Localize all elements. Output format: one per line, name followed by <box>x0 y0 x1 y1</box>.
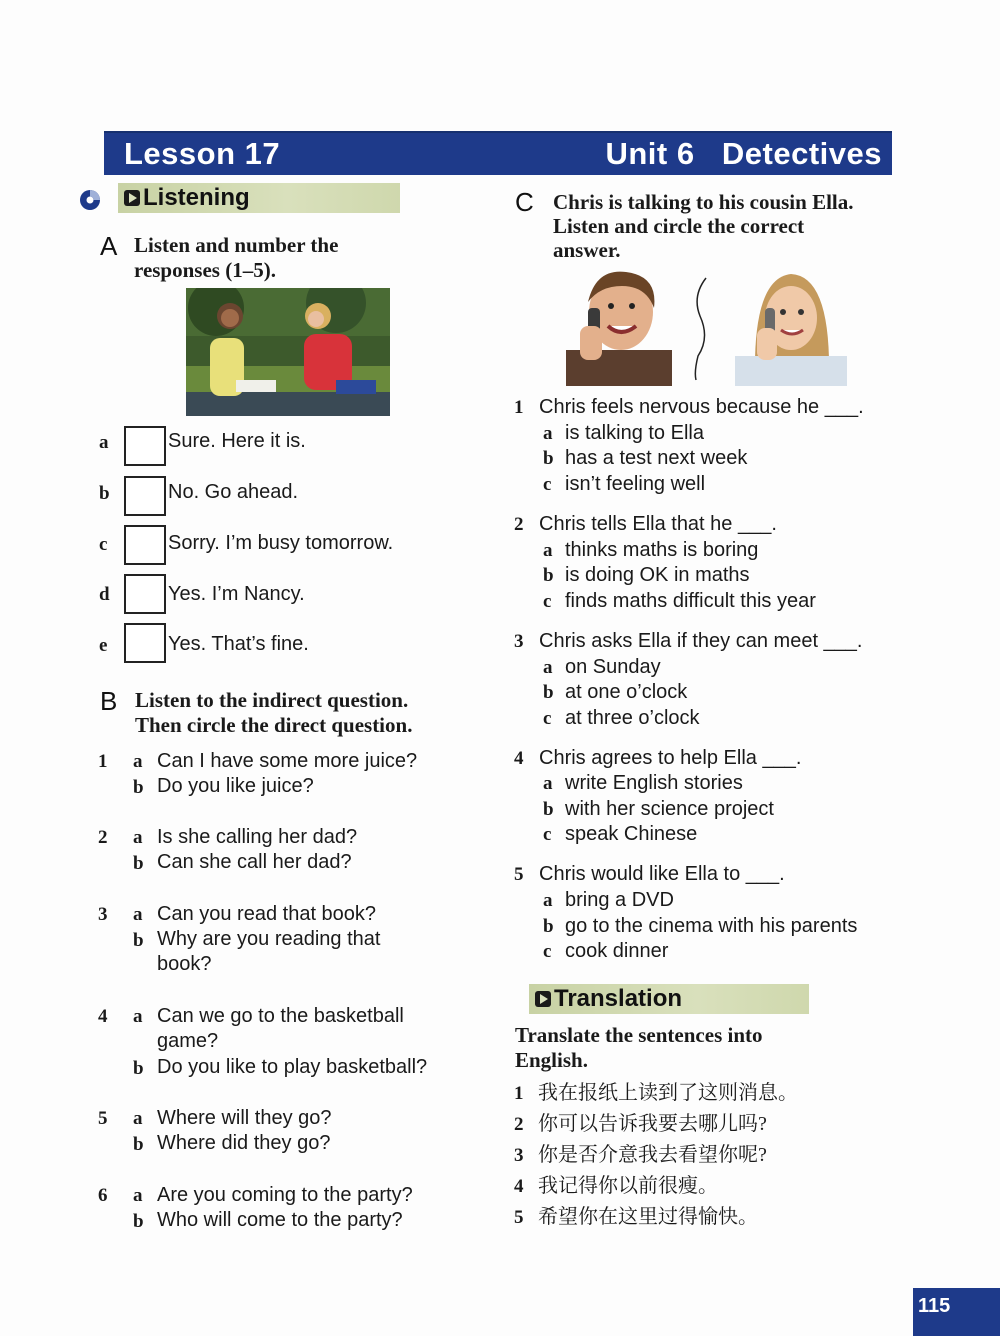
number-box[interactable] <box>124 525 166 565</box>
instruction-line: responses (1–5). <box>134 258 276 282</box>
question-number: 4 <box>514 748 524 769</box>
option-text[interactable]: go to the cinema with his parents <box>565 915 858 937</box>
option-key: a <box>133 1006 143 1027</box>
option-key: b <box>133 853 144 874</box>
question-number: 2 <box>98 827 108 848</box>
question-number: 4 <box>98 1006 108 1027</box>
section-c-letter: C <box>515 187 534 217</box>
option-key: c <box>543 591 552 612</box>
option-text[interactable]: bring a DVD <box>565 889 674 911</box>
section-a-letter: A <box>100 231 118 261</box>
question-number: 2 <box>514 514 524 535</box>
option-key: b <box>133 1134 144 1155</box>
boy-on-phone-photo <box>566 268 672 386</box>
response-text: Sure. Here it is. <box>168 430 306 452</box>
question-number: 1 <box>514 397 524 418</box>
play-icon <box>124 190 140 206</box>
option-text[interactable]: on Sunday <box>565 656 661 678</box>
option-key: a <box>543 890 553 911</box>
option-text[interactable]: write English stories <box>565 772 743 794</box>
option-key: b <box>133 1058 144 1079</box>
option-b-text[interactable]: Why are you reading that <box>157 928 381 950</box>
option-text[interactable]: cook dinner <box>565 940 669 962</box>
sentence-number: 3 <box>514 1145 524 1166</box>
option-a-text[interactable]: Can you read that book? <box>157 903 377 925</box>
instruction-line: English. <box>515 1048 588 1072</box>
number-box[interactable] <box>124 476 166 516</box>
option-key: a <box>543 540 553 561</box>
question-stem: Chris agrees to help Ella ___. <box>539 747 802 769</box>
question-stem: Chris tells Ella that he ___. <box>539 513 777 535</box>
option-text[interactable]: finds maths difficult this year <box>565 590 816 612</box>
option-text[interactable]: at one o’clock <box>565 681 688 703</box>
item-key: e <box>99 635 108 656</box>
option-key: a <box>133 1185 143 1206</box>
option-text[interactable]: thinks maths is boring <box>565 539 759 561</box>
question-stem: Chris would like Ella to ___. <box>539 863 785 885</box>
question-stem: Chris feels nervous because he ___. <box>539 396 864 418</box>
option-key: c <box>543 941 552 962</box>
section-b-letter: B <box>100 686 118 716</box>
question-number: 3 <box>514 631 524 652</box>
girls-talking-photo <box>186 288 390 416</box>
chinese-sentence: 你是否介意我去看望你呢? <box>538 1144 767 1166</box>
option-key: a <box>133 904 143 925</box>
number-box[interactable] <box>124 574 166 614</box>
sentence-number: 5 <box>514 1207 524 1228</box>
listening-label: Listening <box>143 184 250 211</box>
instruction-line: answer. <box>553 238 621 262</box>
audio-cd-icon[interactable] <box>79 189 101 211</box>
option-a-text[interactable]: Can we go to the basketball <box>157 1005 404 1027</box>
option-a-text[interactable]: Can I have some more juice? <box>157 750 418 772</box>
option-key: a <box>133 827 143 848</box>
option-key: b <box>543 799 554 820</box>
question-stem: Chris asks Ella if they can meet ___. <box>539 630 863 652</box>
page-number-tab <box>913 1288 1000 1336</box>
option-text[interactable]: at three o’clock <box>565 707 700 729</box>
option-text[interactable]: isn’t feeling well <box>565 473 706 495</box>
unit-title: Unit 6 Detectives <box>605 136 882 171</box>
option-key: a <box>543 773 553 794</box>
chinese-sentence: 我记得你以前很瘦。 <box>538 1175 718 1197</box>
lesson-banner <box>104 131 892 175</box>
instruction-line: Listen and circle the correct <box>553 214 805 238</box>
play-icon <box>535 991 551 1007</box>
question-number: 6 <box>98 1185 108 1206</box>
option-key: b <box>543 682 554 703</box>
chinese-sentence: 你可以告诉我要去哪儿吗? <box>538 1113 767 1135</box>
listening-section-bar <box>118 183 400 213</box>
option-key: b <box>133 1211 144 1232</box>
lesson-title: Lesson 17 <box>124 136 281 171</box>
section-a-instruction <box>134 233 338 283</box>
translation-section-bar <box>529 984 809 1014</box>
item-key: a <box>99 432 109 453</box>
translation-label: Translation <box>554 985 683 1012</box>
sentence-number: 1 <box>514 1083 524 1104</box>
option-b-text[interactable]: Do you like to play basketball? <box>157 1056 428 1078</box>
number-box[interactable] <box>124 623 166 663</box>
page-number: 115 <box>918 1295 951 1317</box>
option-a-text-cont[interactable]: game? <box>157 1030 219 1052</box>
number-box[interactable] <box>124 426 166 466</box>
instruction-line: Listen to the indirect question. <box>135 688 409 712</box>
option-a-text[interactable]: Where will they go? <box>157 1107 332 1129</box>
option-key: b <box>133 930 144 951</box>
option-key: a <box>133 751 143 772</box>
response-text: Yes. I’m Nancy. <box>168 583 305 605</box>
option-b-text[interactable]: Where did they go? <box>157 1132 331 1154</box>
option-key: a <box>133 1108 143 1129</box>
phone-line-divider <box>692 276 712 382</box>
question-number: 3 <box>98 904 108 925</box>
sentence-number: 2 <box>514 1114 524 1135</box>
option-text[interactable]: has a test next week <box>565 447 748 469</box>
option-b-text[interactable]: Who will come to the party? <box>157 1209 403 1231</box>
chinese-sentence: 希望你在这里过得愉快。 <box>538 1206 758 1228</box>
option-key: a <box>543 423 553 444</box>
item-key: d <box>99 584 110 605</box>
option-key: b <box>543 448 554 469</box>
translation-instruction <box>515 1023 763 1073</box>
item-key: c <box>99 534 108 555</box>
option-key: b <box>133 777 144 798</box>
instruction-line: Listen and number the <box>134 233 339 257</box>
option-a-text[interactable]: Are you coming to the party? <box>157 1184 413 1206</box>
instruction-line: Chris is talking to his cousin Ella. <box>553 190 854 214</box>
option-key: c <box>543 474 552 495</box>
option-b-text[interactable]: Do you like juice? <box>157 775 314 797</box>
question-number: 5 <box>98 1108 108 1129</box>
option-text[interactable]: is talking to Ella <box>565 422 704 444</box>
option-text[interactable]: is doing OK in maths <box>565 564 750 586</box>
option-key: b <box>543 916 554 937</box>
option-text[interactable]: with her science project <box>565 798 774 820</box>
option-key: c <box>543 708 552 729</box>
option-b-text[interactable]: Can she call her dad? <box>157 851 352 873</box>
option-a-text[interactable]: Is she calling her dad? <box>157 826 358 848</box>
option-key: a <box>543 657 553 678</box>
section-c-instruction <box>553 190 854 262</box>
girl-on-phone-photo <box>735 268 847 386</box>
response-text: No. Go ahead. <box>168 481 299 503</box>
option-key: c <box>543 824 552 845</box>
option-b-text-cont[interactable]: book? <box>157 953 212 975</box>
question-number: 1 <box>98 751 108 772</box>
instruction-line: Then circle the direct question. <box>135 713 413 737</box>
response-text: Sorry. I’m busy tomorrow. <box>168 532 394 554</box>
sentence-number: 4 <box>514 1176 524 1197</box>
item-key: b <box>99 483 110 504</box>
option-key: b <box>543 565 554 586</box>
instruction-line: Translate the sentences into <box>515 1023 763 1047</box>
response-text: Yes. That’s fine. <box>168 633 309 655</box>
question-number: 5 <box>514 864 524 885</box>
option-text[interactable]: speak Chinese <box>565 823 698 845</box>
chinese-sentence: 我在报纸上读到了这则消息。 <box>538 1082 798 1104</box>
section-b-instruction <box>135 688 412 738</box>
